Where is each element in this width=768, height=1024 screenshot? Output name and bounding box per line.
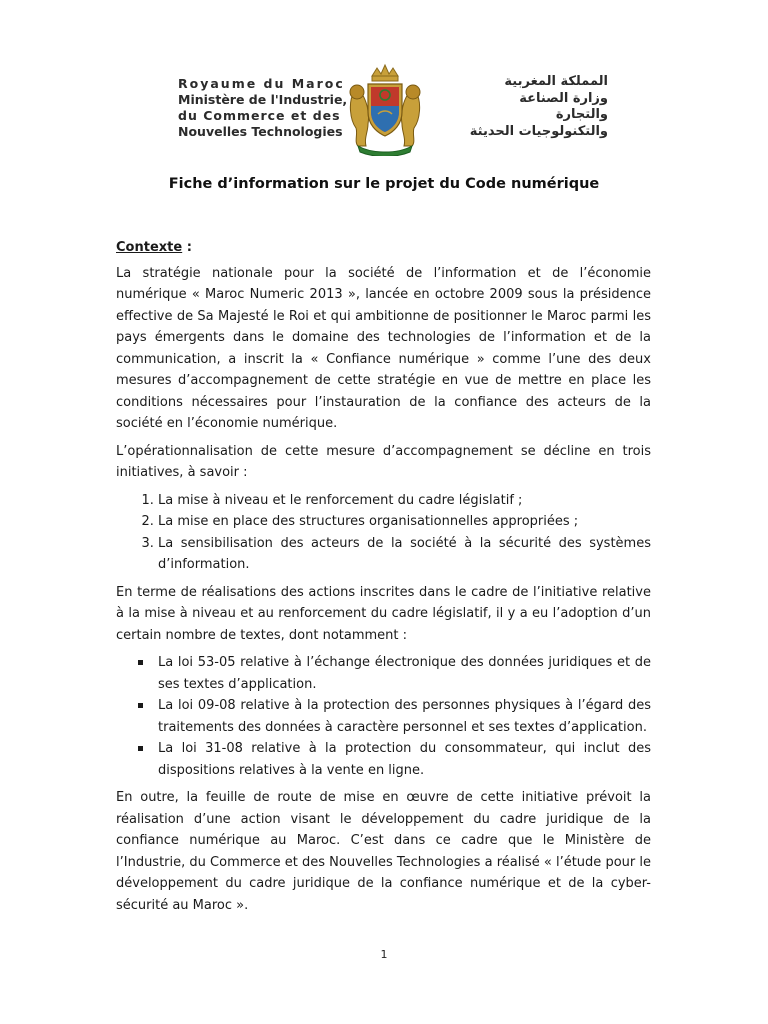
square-bullet-icon <box>138 746 143 751</box>
numbered-list <box>116 490 651 576</box>
letterhead-french-line: Royaume du Maroc <box>178 76 345 91</box>
paragraph: En outre, la feuille de route de mise en œuvre de cette initiative prévoit la réalisation d’une action visant le développement du cadre juridique de la confiance numérique au Maroc. C’est dans ce cadre que le Ministère de l’Industrie, du Commerce et des Nouvelles Technologies a réalisé « l’étude pour le développement du cadre juridique de la confiance numérique et de la cyber-sécurité au Maroc ». <box>116 790 651 913</box>
numbered-list-item: 2. La mise en place des structures organisationnelles appropriées ; <box>158 511 651 533</box>
paragraph: L’opérationnalisation de cette mesure d’accompagnement se décline en trois initiatives, à savoir : <box>116 443 651 480</box>
letterhead-arabic-line: المملكة المغربية <box>504 74 608 89</box>
letterhead-french-line: du Commerce et des <box>178 108 341 123</box>
section-heading <box>116 237 651 259</box>
bullet-list-item <box>116 695 651 738</box>
document-title: Fiche d’information sur le projet du Code numérique <box>168 176 600 192</box>
square-bullet-icon <box>138 703 143 708</box>
section-heading-text: Contexte <box>116 240 183 255</box>
letterhead-french <box>178 76 348 140</box>
letterhead-arabic-line: والتكنولوجيات الحديثة <box>469 123 608 139</box>
bullet-list <box>116 652 651 781</box>
letterhead-french-line: Nouvelles Technologies <box>178 124 343 139</box>
numbered-list-item: 1. La mise à niveau et le renforcement du cadre législatif ; <box>158 490 651 512</box>
bullet-list-item-text: La loi 31-08 relative à la protection du consommateur, qui inclut des dispositions relatives à la vente en ligne. <box>158 741 651 778</box>
letterhead-arabic-line: والتجارة <box>555 107 608 122</box>
section-heading-colon: : <box>182 240 192 255</box>
page-number: 1 <box>380 948 388 961</box>
letterhead-arabic <box>430 74 608 140</box>
paragraph: En terme de réalisations des actions inscrites dans le cadre de l’initiative relative à la mise à niveau et au renforcement du cadre législatif, il y a eu l’adoption d’un certain nombre de textes, dont notamment : <box>116 584 651 643</box>
bullet-list-item <box>116 738 651 781</box>
letterhead <box>178 62 608 158</box>
letterhead-french-line: Ministère de l'Industrie, <box>178 92 348 107</box>
bullet-list-item-text: La loi 53-05 relative à l’échange électronique des données juridiques et de ses textes d’application. <box>158 655 651 692</box>
moroccan-coat-of-arms-icon <box>344 62 426 156</box>
square-bullet-icon <box>138 660 143 665</box>
numbered-list-item: 3. La sensibilisation des acteurs de la société à la sécurité des systèmes d’information. <box>158 533 651 576</box>
letterhead-arabic-line: وزارة الصناعة <box>519 90 608 106</box>
bullet-list-item <box>116 652 651 695</box>
paragraph: La stratégie nationale pour la société de l’information et de l’économie numérique « Maroc Numeric 2013 », lancée en octobre 2009 sous la présidence effective de Sa Majesté le Roi et qui ambitionne de positionner le Maroc parmi les pays émergents dans le domaine des technologies de l’information et de la communication, a inscrit la « Confiance numérique » comme l’une des deux mesures d’accompagnement de cette stratégie en vue de mettre en place les conditions nécessaires pour l’instauration de la confiance des acteurs de la société en l’économie numérique. <box>116 265 651 431</box>
bullet-list-item-text: La loi 09-08 relative à la protection des personnes physiques à l’égard des traitements des données à caractère personnel et ses textes d’application. <box>158 698 651 735</box>
document-body <box>116 237 651 922</box>
